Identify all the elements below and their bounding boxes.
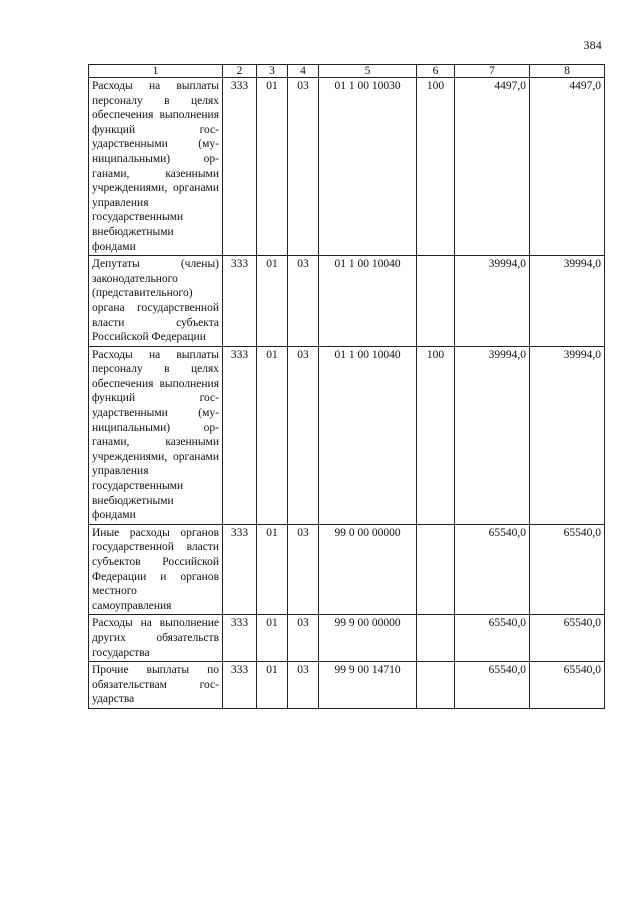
expense-type-cell: 100: [417, 78, 455, 256]
table-row: [89, 346, 605, 524]
header-row: [89, 65, 605, 78]
expense-type-cell: [417, 256, 455, 347]
amount-cell-col8: 65540,0: [530, 615, 605, 662]
amount-cell-col8: 39994,0: [530, 256, 605, 347]
table-row: [89, 524, 605, 615]
expense-name-cell: Депутаты (члены) законодательного (представительного) органа государственной власти субъекта Российской Федерации: [89, 256, 223, 347]
table-row: [89, 615, 605, 662]
budget-table: [88, 64, 605, 709]
expense-type-cell: 100: [417, 346, 455, 524]
subsection-code-cell: 03: [288, 615, 319, 662]
section-code-cell: 01: [257, 256, 288, 347]
target-article-cell: 01 1 00 10030: [319, 78, 417, 256]
subsection-code-cell: 03: [288, 256, 319, 347]
column-header: 3: [257, 65, 288, 78]
expense-type-cell: [417, 615, 455, 662]
page-number: 384: [583, 38, 602, 52]
expense-name-cell: Иные расходы органов государственной власти субъектов Российской Федерации и органов местного самоуправления: [89, 524, 223, 615]
subsection-code-cell: 03: [288, 346, 319, 524]
amount-cell-col8: 39994,0: [530, 346, 605, 524]
section-code-cell: 01: [257, 615, 288, 662]
ministry-code-cell: 333: [223, 346, 257, 524]
amount-cell-col7: 39994,0: [455, 346, 530, 524]
amount-cell-col7: 4497,0: [455, 78, 530, 256]
expense-name-cell: Расходы на выплаты персоналу в целях обеспечения выполнения функций государственными (муниципальными) органами, казенными учреждениями, органами управления государственными внебюджетными фондами: [89, 346, 223, 524]
subsection-code-cell: 03: [288, 78, 319, 256]
column-header: 5: [319, 65, 417, 78]
target-article-cell: 01 1 00 10040: [319, 256, 417, 347]
column-header: 7: [455, 65, 530, 78]
amount-cell-col7: 65540,0: [455, 615, 530, 662]
column-header: 6: [417, 65, 455, 78]
expense-type-cell: [417, 662, 455, 709]
ministry-code-cell: 333: [223, 78, 257, 256]
target-article-cell: 01 1 00 10040: [319, 346, 417, 524]
target-article-cell: 99 9 00 00000: [319, 615, 417, 662]
amount-cell-col7: 65540,0: [455, 662, 530, 709]
ministry-code-cell: 333: [223, 615, 257, 662]
section-code-cell: 01: [257, 662, 288, 709]
expense-name-cell: Расходы на выполнение других обязательств государства: [89, 615, 223, 662]
ministry-code-cell: 333: [223, 662, 257, 709]
ministry-code-cell: 333: [223, 256, 257, 347]
expense-type-cell: [417, 524, 455, 615]
target-article-cell: 99 0 00 00000: [319, 524, 417, 615]
expense-name-cell: Прочие выплаты по обязательствам государства: [89, 662, 223, 709]
target-article-cell: 99 9 00 14710: [319, 662, 417, 709]
section-code-cell: 01: [257, 346, 288, 524]
ministry-code-cell: 333: [223, 524, 257, 615]
section-code-cell: 01: [257, 78, 288, 256]
column-header: 1: [89, 65, 223, 78]
table-row: [89, 662, 605, 709]
column-header: 4: [288, 65, 319, 78]
column-header: 8: [530, 65, 605, 78]
amount-cell-col7: 65540,0: [455, 524, 530, 615]
section-code-cell: 01: [257, 524, 288, 615]
amount-cell-col7: 39994,0: [455, 256, 530, 347]
table-row: [89, 78, 605, 256]
column-header: 2: [223, 65, 257, 78]
amount-cell-col8: 65540,0: [530, 524, 605, 615]
amount-cell-col8: 4497,0: [530, 78, 605, 256]
subsection-code-cell: 03: [288, 662, 319, 709]
expense-name-cell: Расходы на выплаты персоналу в целях обеспечения выполнения функций государственными (муниципальными) органами, казенными учреждениями, органами управления государственными внебюджетными фондами: [89, 78, 223, 256]
amount-cell-col8: 65540,0: [530, 662, 605, 709]
table-row: [89, 256, 605, 347]
subsection-code-cell: 03: [288, 524, 319, 615]
